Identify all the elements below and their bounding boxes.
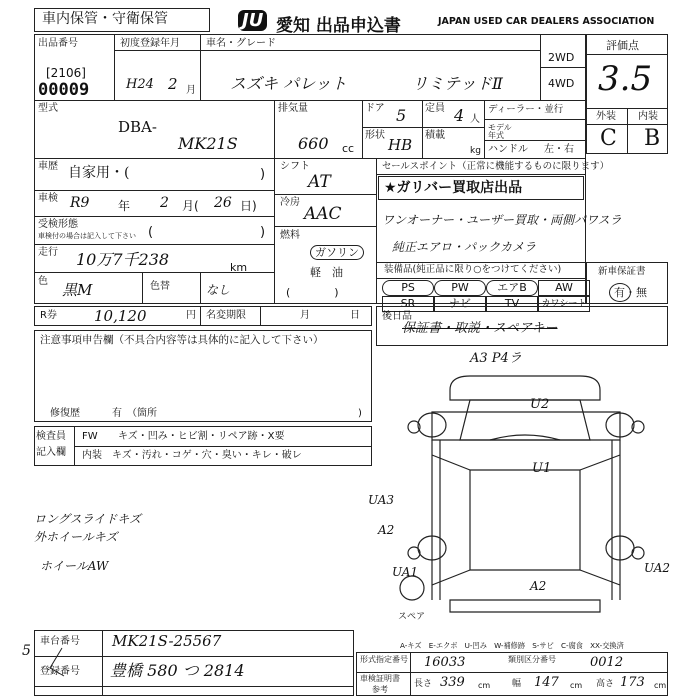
fuel-diesel: 軽 油 bbox=[310, 266, 343, 279]
height-value: 173 bbox=[620, 675, 645, 690]
form-number-label: 形式指定番号 bbox=[360, 655, 408, 664]
name-change-day: 日 bbox=[350, 310, 360, 321]
length-label: 長さ bbox=[414, 679, 433, 689]
model-value-a: DBA- bbox=[118, 118, 157, 136]
damage-legend: A-キズ E-エクボ U-凹み W-補修跡 S-サビ C-腐食 XX-交換済 bbox=[400, 641, 624, 650]
lot-number: 00009 bbox=[38, 80, 90, 100]
inspection-year-unit: 年 bbox=[118, 199, 131, 213]
displacement-value: 660 bbox=[298, 134, 329, 153]
acceptance-note: 車検付の場合は記入して下さい bbox=[38, 232, 136, 240]
length-unit: cm bbox=[478, 681, 491, 690]
inspector-label-2: 記入欄 bbox=[36, 447, 66, 458]
spare-label: スペア bbox=[398, 612, 426, 622]
inspector-note-3: ホイールAW bbox=[40, 559, 109, 573]
class-number-value: 0012 bbox=[590, 655, 624, 670]
height-label: 高さ bbox=[596, 679, 615, 689]
reg-value: 豊橋 580 つ 2814 bbox=[110, 661, 245, 680]
exterior-label: 外装 bbox=[596, 111, 616, 122]
drive-4wd: 4WD bbox=[548, 77, 575, 90]
inspection-era: R9 bbox=[70, 195, 90, 211]
diagram-ua2: UA2 bbox=[644, 561, 671, 575]
doors-label: ドア bbox=[365, 103, 385, 114]
diagram-ua3: UA3 bbox=[368, 493, 395, 507]
inspector-fw-items: キズ・凹み・ヒビ割・リペア跡・X要 bbox=[118, 431, 285, 442]
fuel-gasoline: ガソリン bbox=[310, 245, 364, 260]
diagram-top-note: A3 P4ラ bbox=[470, 351, 522, 366]
recycle-unit: 円 bbox=[186, 310, 196, 321]
repair-label: 修復歴 bbox=[50, 408, 80, 419]
width-unit: cm bbox=[570, 681, 583, 690]
equipment-label: 装備品(純正品に限り○をつけてください) bbox=[384, 264, 562, 275]
name-change-label: 名変期限 bbox=[206, 310, 246, 321]
inspection-month-unit: 月( bbox=[182, 199, 199, 213]
load-label: 積載 bbox=[425, 130, 445, 141]
selling-points-label: セールスポイント（正常に機能するものに限ります） bbox=[382, 161, 610, 172]
car-grade-value: リミテッドⅡ bbox=[412, 74, 503, 93]
drive-2wd: 2WD bbox=[548, 51, 575, 64]
diagram-a2-left: A2 bbox=[378, 523, 395, 537]
width-value: 147 bbox=[534, 675, 559, 690]
recycle-row bbox=[34, 306, 372, 326]
reg-label: 登録番号 bbox=[40, 666, 80, 677]
shift-label: シフト bbox=[280, 161, 310, 172]
length-value: 339 bbox=[440, 675, 465, 690]
displacement-unit: cc bbox=[342, 142, 355, 155]
handle-label: ハンドル bbox=[488, 144, 528, 155]
diagram-a2-bottom: A2 bbox=[530, 579, 547, 593]
history-close: ) bbox=[260, 167, 266, 182]
color-change-label: 色替 bbox=[150, 281, 170, 292]
chassis-value: MK21S-25567 bbox=[112, 632, 222, 650]
warranty-label: 新車保証書 bbox=[598, 266, 646, 277]
handle-options: 左・右 bbox=[544, 144, 574, 155]
equipment-item: PW bbox=[434, 280, 486, 296]
inspection-day: 26 bbox=[214, 195, 232, 211]
rating-label: 評価点 bbox=[606, 39, 639, 52]
margin-mark: 5 bbox=[22, 643, 31, 659]
inspector-note-1: ロングスライドキズ bbox=[34, 512, 142, 526]
dealer-label: ディーラー・並行 bbox=[488, 104, 564, 115]
shape-label: 形状 bbox=[365, 130, 385, 141]
load-unit: kg bbox=[470, 146, 481, 156]
inspector-int-items: キズ・汚れ・コゲ・穴・臭い・キレ・破レ bbox=[112, 450, 302, 461]
acceptance-label: 受検形態 bbox=[38, 219, 78, 230]
first-reg-era: H24 bbox=[126, 77, 154, 92]
acceptance-close: ) bbox=[260, 225, 266, 240]
interior-label: 内装 bbox=[638, 111, 658, 122]
history-value: 自家用・( bbox=[68, 165, 130, 181]
model-value-b: MK21S bbox=[178, 134, 238, 153]
fuel-label: 燃料 bbox=[280, 230, 300, 241]
shape-value: HB bbox=[388, 136, 413, 154]
equipment-item: TV bbox=[486, 296, 538, 312]
color-value: 黒M bbox=[62, 281, 93, 299]
inspector-fw: FW bbox=[82, 431, 98, 442]
warranty-circle bbox=[609, 283, 631, 302]
after-items-label: 後日品 bbox=[382, 311, 412, 322]
inspector-label-1: 検査員 bbox=[36, 431, 66, 442]
equipment-item: ナビ bbox=[434, 296, 486, 312]
diagram-u1: U1 bbox=[532, 461, 552, 476]
storage-label: 車内保管・守衛保管 bbox=[42, 11, 168, 27]
mileage-value: 10万7千238 bbox=[76, 250, 170, 269]
capacity-label: 定員 bbox=[425, 103, 445, 114]
inspection-day-unit: 日) bbox=[240, 199, 257, 213]
form-title: 愛知 出品申込書 bbox=[276, 16, 401, 36]
class-number-label: 類別区分番号 bbox=[508, 655, 556, 664]
capacity-unit: 人 bbox=[470, 114, 480, 125]
car-name-value: スズキ パレット bbox=[230, 74, 347, 93]
ref-label: 参考 bbox=[372, 685, 388, 694]
capacity-value: 4 bbox=[454, 106, 465, 125]
color-label: 色 bbox=[38, 276, 48, 287]
first-reg-label: 初度登録年月 bbox=[120, 38, 180, 49]
chassis-label: 車台番号 bbox=[40, 636, 80, 647]
car-name-label: 車名・グレード bbox=[206, 38, 276, 49]
first-reg-month: 2 bbox=[168, 75, 178, 93]
inspection-label: 車検 bbox=[38, 193, 58, 204]
selling-point-line2: 純正エアロ・パックカメラ bbox=[392, 240, 537, 254]
after-items-value: 保証書・取説・スペアキー bbox=[402, 321, 558, 336]
form-number-value: 16033 bbox=[424, 655, 466, 670]
shift-value: AT bbox=[308, 172, 331, 192]
ju-logo: JU bbox=[238, 10, 267, 31]
equipment-item: エアB bbox=[486, 280, 538, 296]
fuel-paren: ( ) bbox=[286, 286, 339, 299]
lot-bracket: [2106] bbox=[46, 66, 86, 80]
name-change-month: 月 bbox=[300, 310, 310, 321]
model-label: 型式 bbox=[38, 103, 58, 114]
inspection-month: 2 bbox=[160, 195, 169, 211]
recycle-label: R券 bbox=[40, 310, 57, 321]
model-year-label: モデル年式 bbox=[488, 123, 512, 140]
form-title-en: JAPAN USED CAR DEALERS ASSOCIATION bbox=[438, 16, 655, 27]
diagram-ua1: UA1 bbox=[392, 565, 419, 579]
rating-value: 3.5 bbox=[598, 59, 653, 99]
warranty-options: 有・無 bbox=[614, 286, 647, 299]
repair-close: ) bbox=[358, 408, 362, 419]
equipment-item: カワシート bbox=[538, 296, 590, 312]
height-unit: cm bbox=[654, 681, 667, 690]
inspector-int: 内装 bbox=[82, 450, 102, 461]
color-change-value: なし bbox=[206, 283, 231, 297]
mileage-unit: km bbox=[230, 261, 248, 274]
ac-value: AAC bbox=[304, 204, 342, 224]
width-label: 幅 bbox=[512, 679, 522, 689]
notes-label: 注意事項申告欄（不具合内容等は具体的に記入して下さい） bbox=[40, 334, 324, 346]
ac-label: 冷房 bbox=[280, 197, 300, 208]
cert-label: 車検証明書 bbox=[360, 674, 400, 683]
doors-value: 5 bbox=[396, 106, 407, 125]
history-label: 車歴 bbox=[38, 161, 58, 172]
first-reg-unit: 月 bbox=[186, 85, 196, 96]
inspector-note-2: 外ホイールキズ bbox=[34, 530, 118, 544]
equipment-item: SR bbox=[382, 296, 434, 312]
mileage-label: 走行 bbox=[38, 247, 58, 258]
acceptance-value: ( bbox=[148, 225, 154, 240]
interior-value: B bbox=[644, 126, 661, 151]
repair-value: 有 （箇所 bbox=[112, 408, 157, 419]
displacement-label: 排気量 bbox=[278, 103, 308, 114]
gulliver-banner: ★ガリバー買取店出品 bbox=[384, 180, 523, 196]
recycle-value: 10,120 bbox=[94, 307, 147, 325]
equipment-item: AW bbox=[538, 280, 590, 296]
exterior-value: C bbox=[600, 126, 617, 151]
lot-number-label: 出品番号 bbox=[38, 38, 78, 49]
equipment-item: PS bbox=[382, 280, 434, 296]
selling-point-line1: ワンオーナー・ユーザー買取・両側パワスラ bbox=[382, 213, 622, 227]
diagram-u2: U2 bbox=[530, 397, 550, 412]
